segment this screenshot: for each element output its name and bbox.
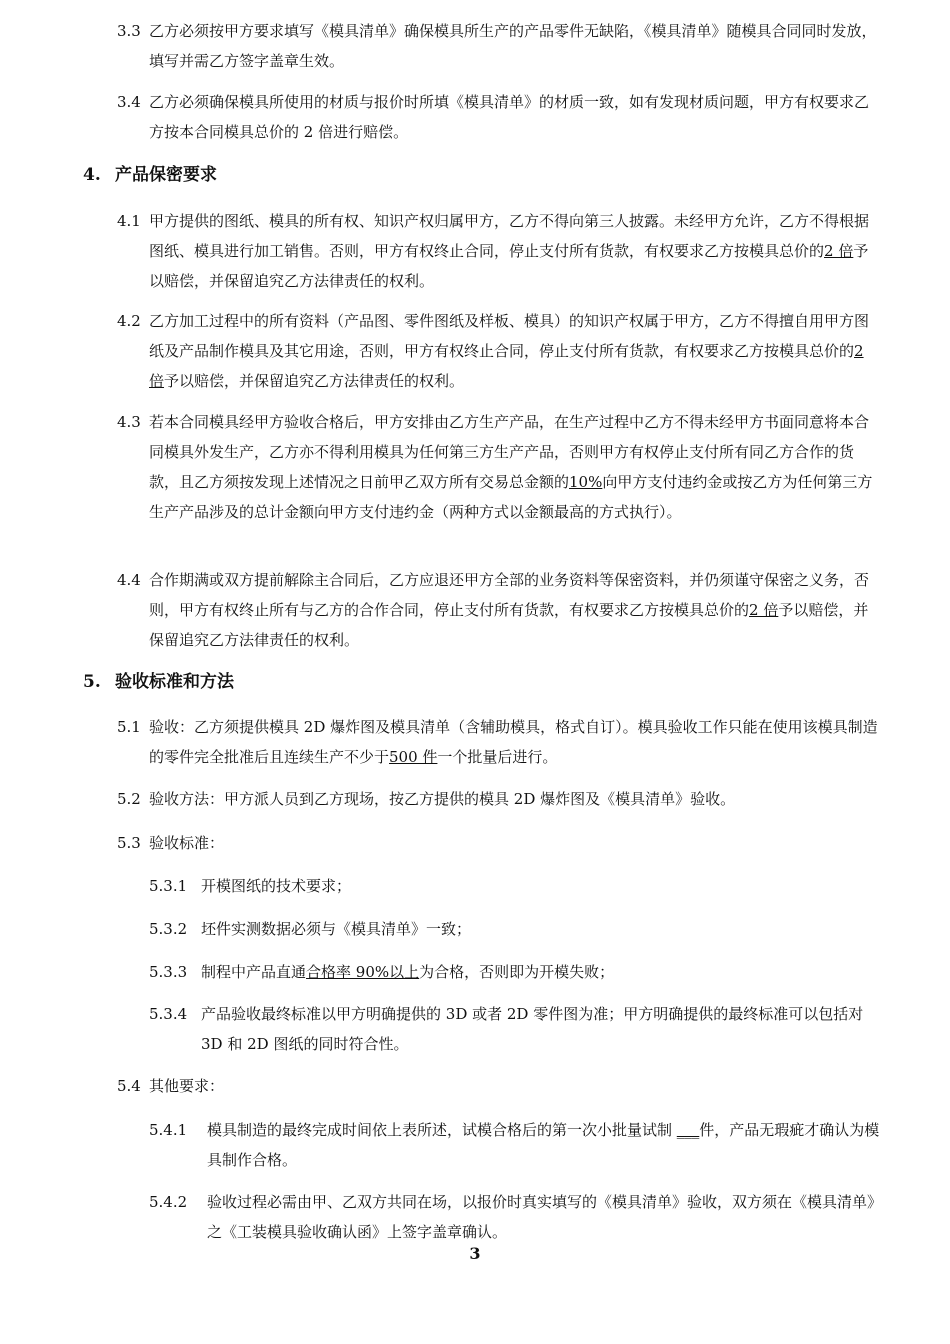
clause-number: 5.3.1 — [149, 877, 188, 895]
clause-text-part: 乙方加工过程中的所有资料（产品图、零件图纸及样板、模具）的知识产权属于甲方，乙方不得擅自用甲方图纸及产品制作模具及其它用途，否则，甲方有权终止合同，停止支付所有货款，有权要求乙方按模具总价的 — [149, 312, 870, 360]
clause-5-1 — [117, 712, 881, 772]
clause-text-part: 件，产品无瑕疵才确认为模具制作合格。 — [207, 1121, 880, 1169]
clause-number: 5.3.4 — [149, 1005, 188, 1023]
underlined-value: 2 倍 — [824, 242, 854, 260]
clause-number: 5.3 — [117, 834, 141, 852]
clause-text — [149, 306, 881, 396]
clause-text: 其他要求： — [149, 1077, 225, 1095]
clause-5-4 — [117, 1071, 881, 1101]
clause-number: 4.2 — [117, 312, 141, 330]
clause-text — [149, 206, 881, 296]
clause-5-3 — [117, 828, 881, 858]
clause-number: 4.4 — [117, 571, 141, 589]
clause-5-3-3 — [149, 957, 881, 987]
clause-text: 验收方法：甲方派人员到乙方现场，按乙方提供的模具 2D 爆炸图及《模具清单》验收。 — [149, 790, 736, 808]
clause-text-part: 验收：乙方须提供模具 2D 爆炸图及模具清单（含辅助模具，格式自订）。模具验收工作只能在使用该模具制造的零件完全批准后且连续生产不少于 — [149, 718, 878, 766]
clause-text: 乙方必须按甲方要求填写《模具清单》确保模具所生产的产品零件无缺陷，《模具清单》随模具合同同时发放，填写并需乙方签字盖章生效。 — [149, 22, 877, 70]
clause-text: 坯件实测数据必须与《模具清单》一致； — [201, 920, 472, 938]
clause-text-part: 予以赔偿，并保留追究乙方法律责任的权利。 — [149, 242, 869, 290]
clause-4-4 — [117, 565, 881, 655]
clause-number: 4.1 — [117, 212, 141, 230]
clause-number: 5.4 — [117, 1077, 141, 1095]
clause-text-part: 模具制造的最终完成时间依上表所述，试模合格后的第一次小批量试制 — [207, 1121, 677, 1139]
clause-number: 5.4.1 — [149, 1121, 188, 1139]
clause-number: 5.2 — [117, 790, 141, 808]
clause-text-part: 予以赔偿，并保留追究乙方法律责任的权利。 — [149, 601, 869, 649]
clause-text-part: 一个批量后进行。 — [437, 748, 558, 766]
clause-text: 乙方必须确保模具所使用的材质与报价时所填《模具清单》的材质一致，如有发现材质问题，甲方有权要求乙方按本合同模具总价的 2 倍进行赔偿。 — [149, 93, 870, 141]
clause-5-3-4 — [149, 999, 881, 1059]
clause-number: 3.4 — [117, 93, 141, 111]
clause-5-4-1 — [149, 1115, 881, 1175]
section-heading-4 — [83, 160, 217, 190]
clause-3-3 — [117, 16, 881, 76]
clause-number: 5.3.3 — [149, 963, 188, 981]
heading-number: 5. — [83, 672, 101, 692]
clause-text-part: 甲方提供的图纸、模具的所有权、知识产权归属甲方，乙方不得向第三人披露。未经甲方允许，乙方不得根据图纸、模具进行加工销售。否则，甲方有权终止合同，停止支付所有货款，有权要求乙方按模具总价的 — [149, 212, 870, 260]
underlined-value: 合格率 90%以上 — [306, 963, 420, 981]
clause-text-part: 予以赔偿，并保留追究乙方法律责任的权利。 — [164, 372, 465, 390]
clause-text: 开模图纸的技术要求； — [201, 877, 352, 895]
clause-text — [207, 1115, 881, 1175]
page-number: 3 — [469, 1244, 481, 1263]
clause-4-2 — [117, 306, 881, 396]
clause-text: 产品验收最终标准以甲方明确提供的 3D 或者 2D 零件图为准；甲方明确提供的最终标准可以包括对 3D 和 2D 图纸的同时符合性。 — [201, 1005, 864, 1053]
clause-text-part: 制程中产品直通 — [201, 963, 307, 981]
clause-text — [149, 565, 881, 655]
clause-text: 验收过程必需由甲、乙双方共同在场，以报价时真实填写的《模具清单》验收，双方须在《模具清单》之《工装模具验收确认函》上签字盖章确认。 — [207, 1193, 875, 1241]
clause-number: 5.1 — [117, 718, 141, 736]
clause-number: 4.3 — [117, 413, 141, 431]
clause-number: 3.3 — [117, 22, 141, 40]
underlined-value: 2 倍 — [749, 601, 779, 619]
underlined-value: 2 倍 — [149, 342, 864, 390]
section-heading-5 — [83, 667, 234, 697]
clause-5-2 — [117, 784, 881, 814]
underlined-value: 500 件 — [389, 748, 438, 766]
clause-text — [149, 712, 881, 772]
clause-text-part: 若本合同模具经甲方验收合格后，甲方安排由乙方生产产品，在生产过程中乙方不得未经甲方书面同意将本合同模具外发生产，乙方亦不得利用模具为任何第三方生产产品，否则甲方有权停止支付所有同乙方合作的货款，且乙方须按发现上述情况之日前甲乙双方所有交易总金额的 — [149, 413, 870, 491]
blank-field: ___ — [676, 1121, 700, 1139]
clause-number: 5.3.2 — [149, 920, 188, 938]
clause-text — [149, 407, 881, 527]
clause-text-part: 向甲方支付违约金或按乙方为任何第三方生产产品涉及的总计金额向甲方支付违约金（两种方式以金额最高的方式执行）。 — [149, 473, 873, 521]
underlined-value: 10% — [569, 473, 603, 491]
clause-5-3-2 — [149, 914, 881, 944]
heading-number: 4. — [83, 165, 101, 185]
clause-text-part: 为合格，否则即为开模失败； — [419, 963, 615, 981]
clause-4-3 — [117, 407, 881, 527]
clause-number: 5.4.2 — [149, 1193, 188, 1211]
clause-3-4 — [117, 87, 881, 147]
clause-5-4-2 — [149, 1187, 881, 1247]
clause-text — [201, 957, 881, 987]
clause-4-1 — [117, 206, 881, 296]
heading-title: 产品保密要求 — [115, 165, 217, 185]
heading-title: 验收标准和方法 — [115, 672, 234, 692]
clause-5-3-1 — [149, 871, 881, 901]
clause-text: 验收标准： — [149, 834, 225, 852]
clause-text-part: 合作期满或双方提前解除主合同后，乙方应退还甲方全部的业务资料等保密资料，并仍须谨守保密之义务，否则，甲方有权终止所有与乙方的合作合同，停止支付所有货款，有权要求乙方按模具总价的 — [149, 571, 870, 619]
